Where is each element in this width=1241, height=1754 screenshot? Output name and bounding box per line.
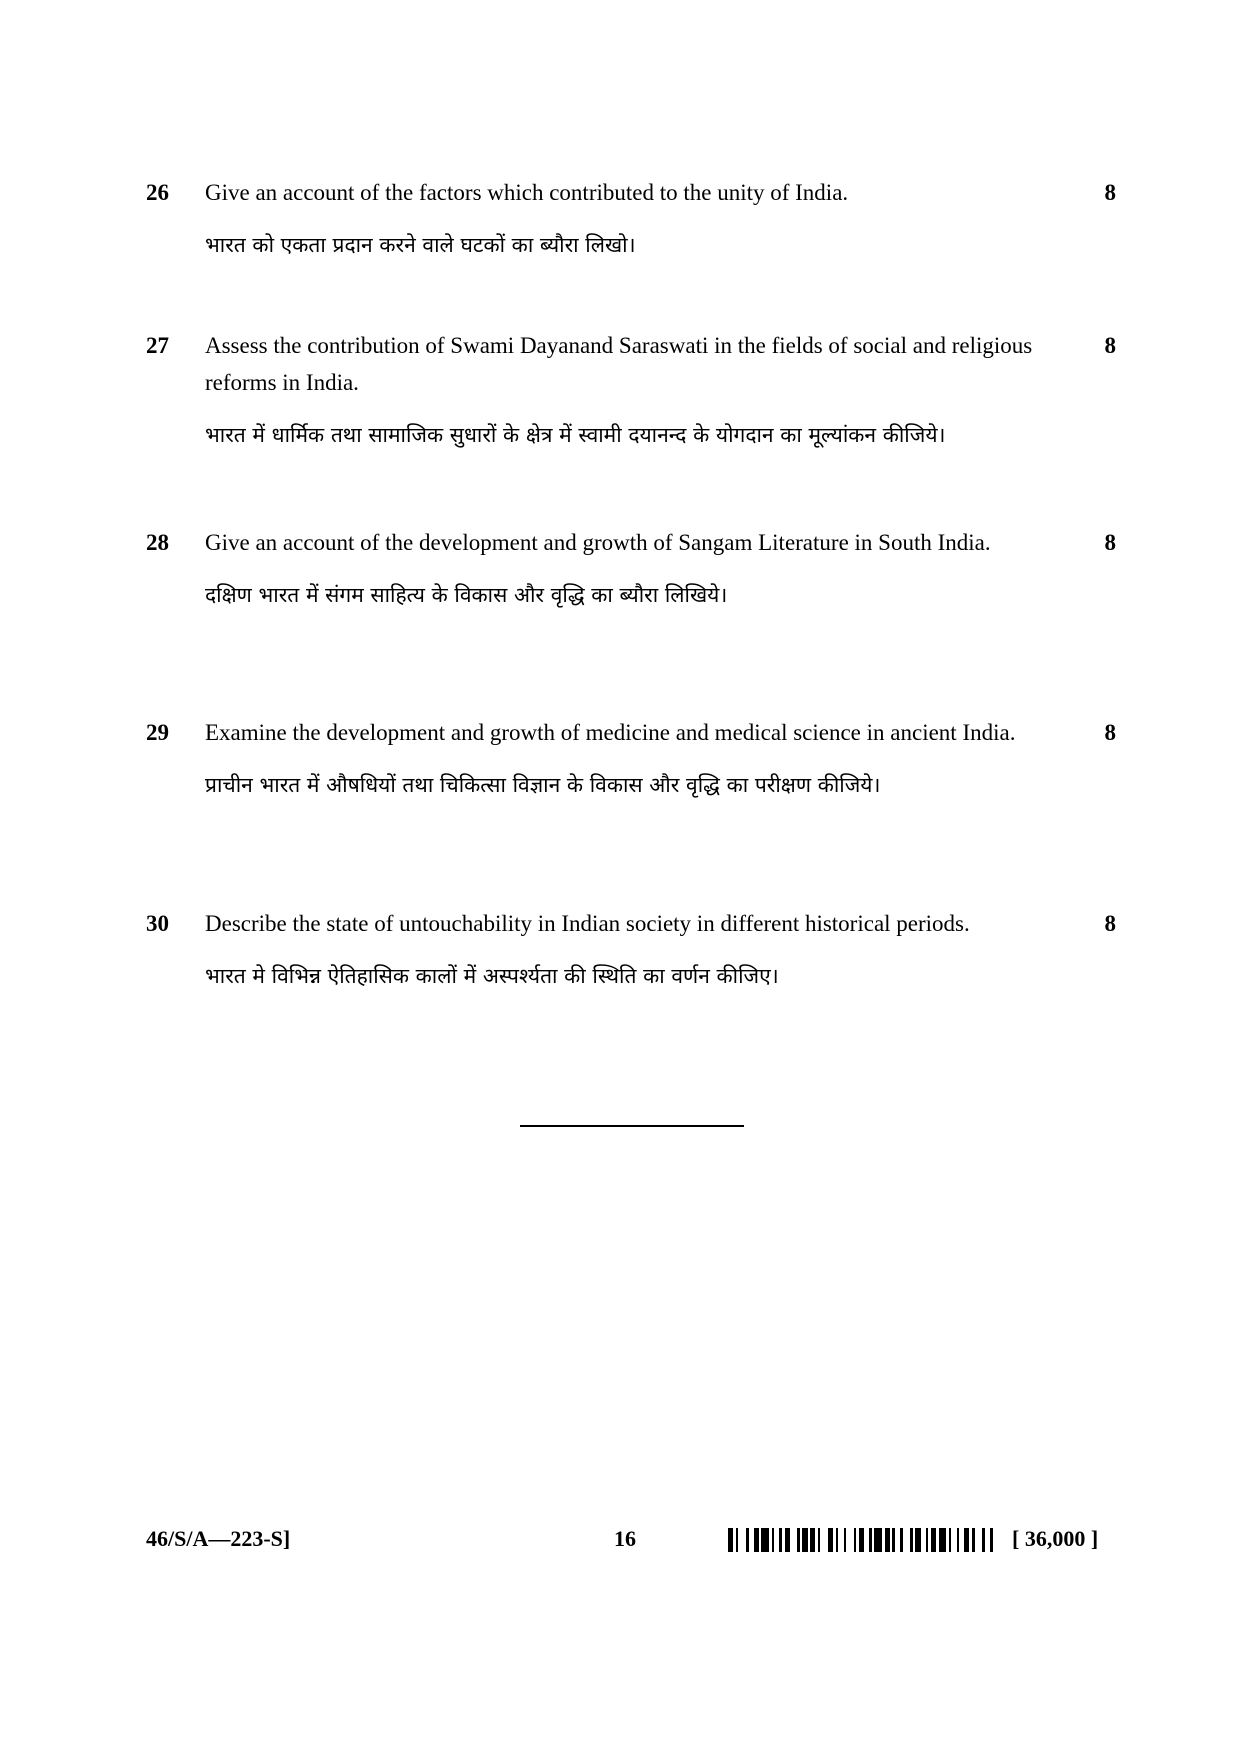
question-hindi: दक्षिण भारत में संगम साहित्य के विकास और वृद्धि का ब्यौरा लिखिये। [205, 583, 728, 607]
barcode-bar [874, 1528, 882, 1552]
question-text [205, 905, 1075, 995]
barcode-bar [939, 1528, 947, 1552]
barcode-bar [820, 1528, 828, 1552]
barcode-bar [903, 1528, 911, 1552]
question-marks: 8 [1104, 911, 1116, 936]
question-text [205, 714, 1075, 804]
print-count: [ 36,000 ] [1012, 1526, 1099, 1551]
barcode-bar [975, 1528, 983, 1552]
question-marks: 8 [1104, 333, 1116, 358]
barcode-bar [790, 1528, 798, 1552]
question-hindi: प्राचीन भारत में औषधियों तथा चिकित्सा विज्ञान के विकास और वृद्धि का परीक्षण कीजिये। [205, 773, 881, 797]
question-hindi: भारत को एकता प्रदान करने वाले घटकों का ब्यौरा लिखो। [205, 233, 636, 257]
question-hindi: भारत मे विभिन्न ऐतिहासिक कालों में अस्पर्श्यता की स्थिति का वर्णन कीजिए। [205, 964, 779, 988]
question-number: 28 [146, 530, 169, 555]
question-number: 26 [146, 180, 169, 205]
question-text [205, 524, 1075, 614]
barcode-bar [738, 1528, 746, 1552]
question-number: 29 [146, 720, 169, 745]
question-english: Give an account of the factors which contributed to the unity of India. [205, 180, 849, 205]
barcode-bar [993, 1528, 996, 1552]
question-english: Examine the development and growth of medicine and medical science in ancient India. [205, 720, 1016, 745]
barcode-bar [846, 1528, 854, 1552]
question-marks: 8 [1104, 180, 1116, 205]
question-english: Give an account of the development and growth of Sangam Literature in South India. [205, 530, 991, 555]
question-english: Assess the contribution of Swami Dayanand Saraswati in the fields of social and religious reforms in India. [205, 333, 1033, 395]
question-hindi: भारत में धार्मिक तथा सामाजिक सुधारों के क्षेत्र में स्वामी दयानन्द के योगदान का मूल्यांकन कीजिये। [205, 423, 946, 447]
question-marks: 8 [1104, 530, 1116, 555]
barcode-bar [761, 1528, 769, 1552]
page-number: 16 [614, 1526, 636, 1551]
question-marks: 8 [1104, 720, 1116, 745]
question-text [205, 174, 1075, 264]
paper-code: 46/S/A—223-S] [146, 1526, 291, 1551]
question-number: 30 [146, 911, 169, 936]
end-divider-line [520, 1125, 744, 1127]
question-text [205, 327, 1075, 454]
barcode [728, 1528, 996, 1552]
question-number: 27 [146, 333, 169, 358]
question-english: Describe the state of untouchability in Indian society in different historical periods. [205, 911, 970, 936]
